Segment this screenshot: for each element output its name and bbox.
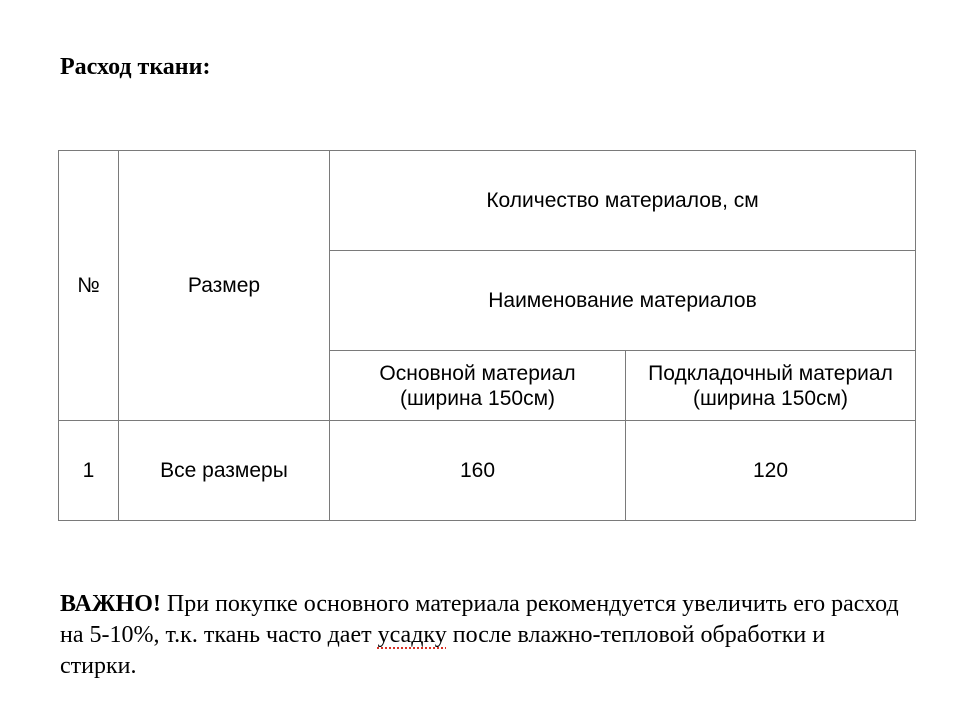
header-quantity: Количество материалов, см [330, 151, 916, 251]
header-lining-material: Подкладочный материал (ширина 150см) [648, 362, 893, 410]
row-main-quantity: 160 [330, 421, 626, 521]
table-row [59, 421, 916, 521]
header-main-material: Основной материал (ширина 150см) [379, 362, 576, 410]
header-material-name: Наименование материалов [330, 251, 916, 351]
header-lining-material-cell [626, 351, 916, 421]
row-lining-quantity: 120 [626, 421, 916, 521]
note-text-before: При покупке основного материала рекомендуется увеличить его расход на 5-10%, т.к. ткань часто дает [60, 591, 899, 648]
page-heading: Расход ткани: [60, 54, 211, 80]
note-text-after: после влажно-тепловой обработки и стирки. [60, 622, 826, 679]
header-main-material-cell [330, 351, 626, 421]
misspelled-word[interactable]: усадку [377, 622, 447, 648]
important-note [60, 589, 900, 682]
materials-table [58, 150, 916, 521]
header-number: № [59, 151, 119, 421]
header-size: Размер [119, 151, 330, 421]
important-label: ВАЖНО! [60, 591, 161, 617]
row-size: Все размеры [119, 421, 330, 521]
row-number: 1 [59, 421, 119, 521]
